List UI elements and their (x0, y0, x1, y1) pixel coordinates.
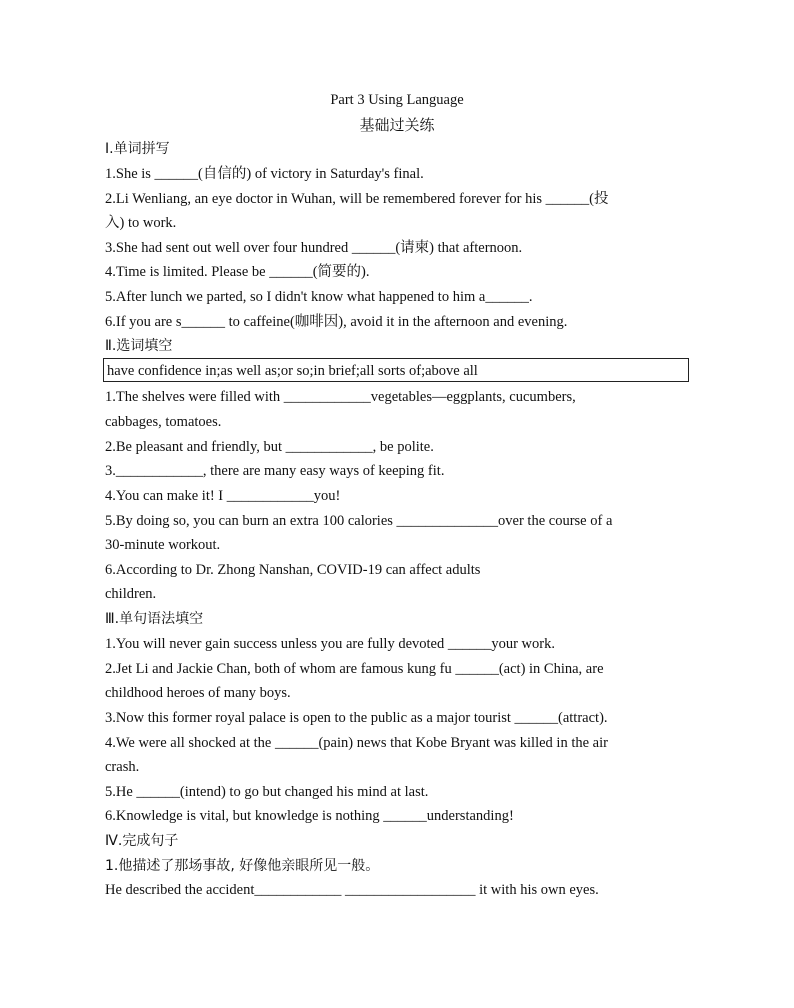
word-bank-text: have confidence in;as well as;or so;in brief;all sorts of;above all (107, 363, 478, 379)
question-line: 2.Be pleasant and friendly, but ____________, be polite. (105, 439, 434, 455)
question-line: 3.____________, there are many easy ways of keeping fit. (105, 463, 445, 479)
question-line: children. (105, 586, 157, 602)
question-line: 2.Li Wenliang, an eye doctor in Wuhan, will be remembered forever for his ______(投 (105, 191, 609, 207)
question-line: cabbages, tomatoes. (105, 414, 222, 430)
question-line: 5.By doing so, you can burn an extra 100 calories ______________over the course of a (105, 513, 613, 529)
question-line: 1.You will never gain success unless you are fully devoted ______your work. (105, 636, 555, 652)
part-heading: Part 3 Using Language (330, 92, 464, 108)
question-line: 2.Jet Li and Jackie Chan, both of whom are famous kung fu ______(act) in China, are (105, 661, 604, 677)
question-line: 30-minute workout. (105, 537, 221, 553)
section-title-word-choice: Ⅱ.选词填空 (105, 338, 173, 354)
question-line: crash. (105, 759, 140, 775)
question-line: 4.You can make it! I ____________you! (105, 488, 341, 504)
question-line: He described the accident____________ __________________ it with his own eyes. (105, 882, 599, 898)
question-line: 4.We were all shocked at the ______(pain) news that Kobe Bryant was killed in the air (105, 735, 608, 751)
question-line: 6.According to Dr. Zhong Nanshan, COVID-19 can affect adults (105, 562, 481, 578)
question-line: 1.She is ______(自信的) of victory in Saturday's final. (105, 166, 424, 182)
question-line: 入) to work. (105, 215, 177, 231)
question-line: 4.Time is limited. Please be ______(简要的). (105, 264, 370, 280)
question-line: 6.Knowledge is vital, but knowledge is nothing ______understanding! (105, 808, 514, 824)
question-line: 5.He ______(intend) to go but changed his mind at last. (105, 784, 429, 800)
question-line: 1.他描述了那场事故, 好像他亲眼所见一般。 (105, 858, 380, 874)
question-line: childhood heroes of many boys. (105, 685, 291, 701)
section-title-grammar: Ⅲ.单句语法填空 (105, 611, 204, 627)
question-line: 5.After lunch we parted, so I didn't know what happened to him a______. (105, 289, 533, 305)
question-line: 1.The shelves were filled with ____________vegetables—eggplants, cucumbers, (105, 389, 576, 405)
word-bank-box (103, 358, 689, 382)
section-title-spelling: Ⅰ.单词拼写 (105, 141, 170, 157)
worksheet-subtitle: 基础过关练 (359, 116, 435, 134)
question-line: 6.If you are s______ to caffeine(咖啡因), avoid it in the afternoon and evening. (105, 314, 568, 330)
question-line: 3.She had sent out well over four hundred ______(请柬) that afternoon. (105, 240, 523, 256)
section-title-sentence-completion: Ⅳ.完成句子 (105, 833, 179, 849)
question-line: 3.Now this former royal palace is open to the public as a major tourist ______(attract). (105, 710, 608, 726)
